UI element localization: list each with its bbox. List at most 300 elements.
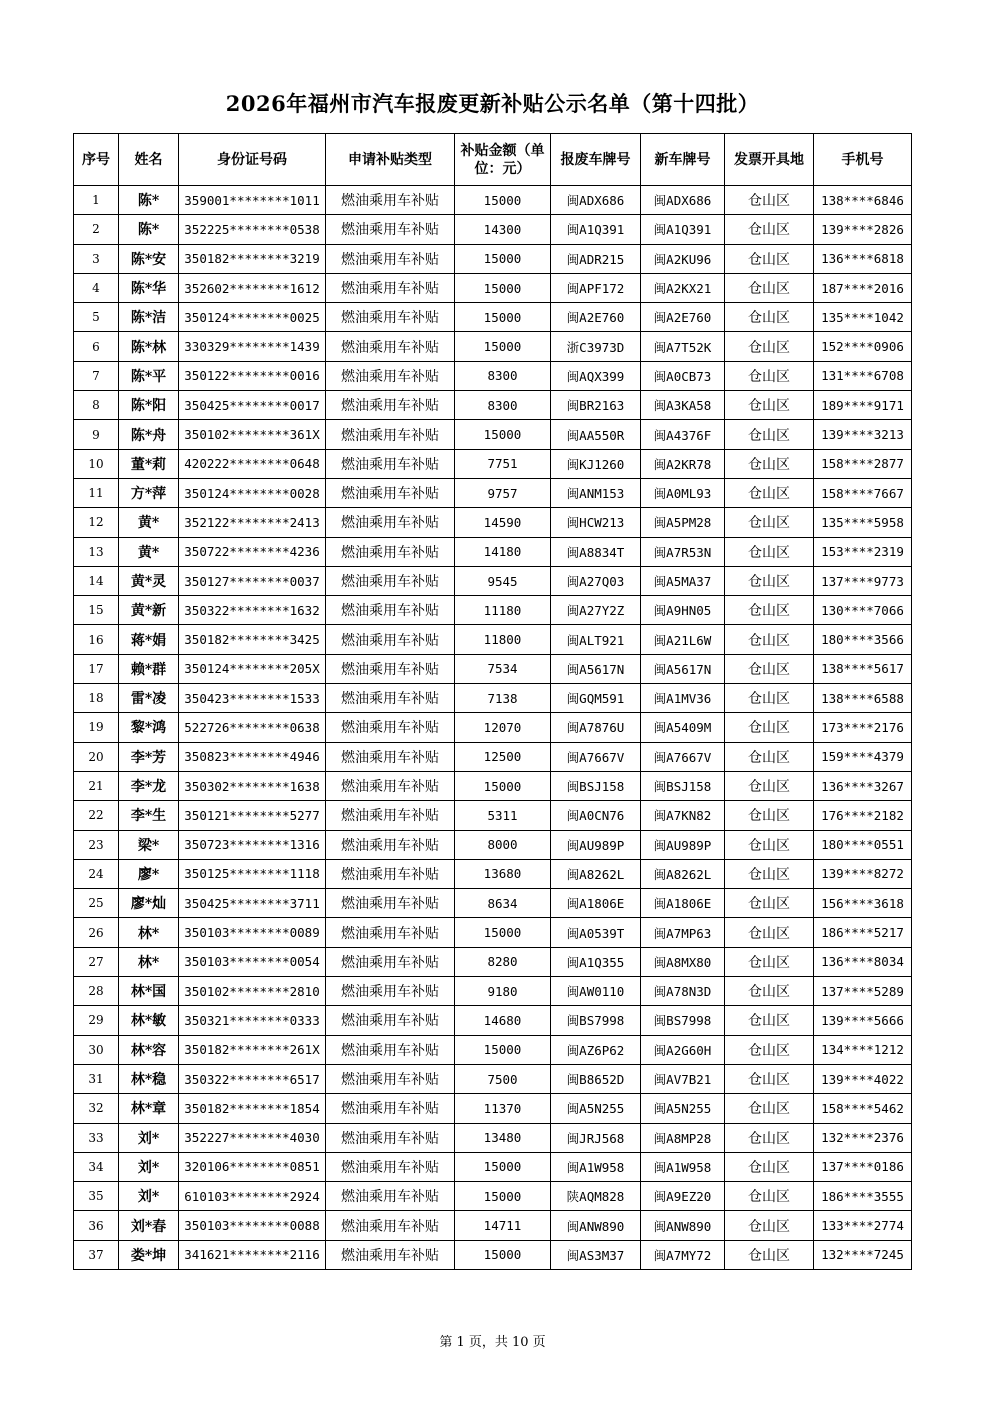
phone-cell: 158****2877 [814,449,912,478]
table-row [74,303,912,332]
table-row [74,1064,912,1093]
district-cell: 仓山区 [725,273,814,302]
district-cell: 仓山区 [725,977,814,1006]
new-plate-cell: 闽A8MX80 [641,947,725,976]
id-cell: 359001********1011 [179,186,326,215]
amount-cell: 9545 [455,566,551,595]
district-cell: 仓山区 [725,1152,814,1181]
type-cell: 燃油乘用车补贴 [326,273,455,302]
new-plate-cell: 闽A5MA37 [641,566,725,595]
name-cell: 林*稳 [119,1064,179,1093]
phone-cell: 138****6588 [814,684,912,713]
type-cell: 燃油乘用车补贴 [326,947,455,976]
amount-cell: 14180 [455,537,551,566]
district-cell: 仓山区 [725,801,814,830]
amount-cell: 8300 [455,391,551,420]
phone-cell: 136****3267 [814,771,912,800]
seq-cell: 15 [74,596,119,625]
old-plate-cell: 闽HCW213 [551,508,641,537]
old-plate-cell: 闽B8652D [551,1064,641,1093]
old-plate-cell: 闽APF172 [551,273,641,302]
district-cell: 仓山区 [725,859,814,888]
name-cell: 赖*群 [119,654,179,683]
old-plate-cell: 闽A27Q03 [551,566,641,595]
amount-cell: 13680 [455,859,551,888]
new-plate-cell: 闽A1W958 [641,1152,725,1181]
name-cell: 方*萍 [119,478,179,507]
name-cell: 陈*华 [119,273,179,302]
type-cell: 燃油乘用车补贴 [326,625,455,654]
id-cell: 350124********205X [179,654,326,683]
phone-cell: 138****5617 [814,654,912,683]
type-cell: 燃油乘用车补贴 [326,1035,455,1064]
table-row [74,977,912,1006]
phone-cell: 135****5958 [814,508,912,537]
type-cell: 燃油乘用车补贴 [326,918,455,947]
type-cell: 燃油乘用车补贴 [326,1211,455,1240]
amount-cell: 12070 [455,713,551,742]
type-cell: 燃油乘用车补贴 [326,449,455,478]
seq-cell: 28 [74,977,119,1006]
table-row [74,1035,912,1064]
amount-cell: 8300 [455,361,551,390]
phone-cell: 186****3555 [814,1182,912,1211]
amount-cell: 11800 [455,625,551,654]
new-plate-cell: 闽A21L6W [641,625,725,654]
table-row [74,449,912,478]
id-cell: 350321********0333 [179,1006,326,1035]
table-row [74,859,912,888]
type-cell: 燃油乘用车补贴 [326,332,455,361]
name-cell: 黄* [119,508,179,537]
seq-cell: 25 [74,889,119,918]
id-cell: 350102********361X [179,420,326,449]
seq-cell: 36 [74,1211,119,1240]
old-plate-cell: 闽BSJ158 [551,771,641,800]
id-cell: 350722********4236 [179,537,326,566]
seq-cell: 23 [74,830,119,859]
old-plate-cell: 浙C3973D [551,332,641,361]
phone-cell: 139****8272 [814,859,912,888]
seq-cell: 35 [74,1182,119,1211]
district-cell: 仓山区 [725,889,814,918]
name-cell: 陈*洁 [119,303,179,332]
id-cell: 350322********1632 [179,596,326,625]
old-plate-cell: 闽A1W958 [551,1152,641,1181]
type-cell: 燃油乘用车补贴 [326,508,455,537]
id-cell: 352122********2413 [179,508,326,537]
table-row [74,361,912,390]
district-cell: 仓山区 [725,215,814,244]
table-row [74,889,912,918]
name-cell: 黄*新 [119,596,179,625]
district-cell: 仓山区 [725,1035,814,1064]
old-plate-cell: 闽ADR215 [551,244,641,273]
amount-cell: 15000 [455,1240,551,1269]
old-plate-cell: 闽A2E760 [551,303,641,332]
name-cell: 娄*坤 [119,1240,179,1269]
name-cell: 陈*阳 [119,391,179,420]
table-row [74,801,912,830]
header-phone: 手机号 [814,134,912,186]
table-row [74,830,912,859]
seq-cell: 24 [74,859,119,888]
type-cell: 燃油乘用车补贴 [326,1240,455,1269]
id-cell: 350423********1533 [179,684,326,713]
id-cell: 350102********2810 [179,977,326,1006]
name-cell: 雷*凌 [119,684,179,713]
id-cell: 350302********1638 [179,771,326,800]
id-cell: 350425********3711 [179,889,326,918]
seq-cell: 26 [74,918,119,947]
id-cell: 350182********1854 [179,1094,326,1123]
id-cell: 350103********0089 [179,918,326,947]
type-cell: 燃油乘用车补贴 [326,859,455,888]
table-row [74,1006,912,1035]
amount-cell: 8634 [455,889,551,918]
new-plate-cell: 闽A7MP63 [641,918,725,947]
id-cell: 320106********0851 [179,1152,326,1181]
name-cell: 李*芳 [119,742,179,771]
old-plate-cell: 闽AU989P [551,830,641,859]
table-row [74,420,912,449]
table-row [74,742,912,771]
id-cell: 350124********0025 [179,303,326,332]
type-cell: 燃油乘用车补贴 [326,1182,455,1211]
header-amount: 补贴金额（单位：元） [455,134,551,186]
new-plate-cell: 闽AU989P [641,830,725,859]
id-cell: 350103********0088 [179,1211,326,1240]
type-cell: 燃油乘用车补贴 [326,537,455,566]
seq-cell: 30 [74,1035,119,1064]
name-cell: 陈*林 [119,332,179,361]
table-row [74,537,912,566]
table-row [74,1240,912,1269]
type-cell: 燃油乘用车补贴 [326,801,455,830]
amount-cell: 15000 [455,1035,551,1064]
amount-cell: 12500 [455,742,551,771]
type-cell: 燃油乘用车补贴 [326,830,455,859]
amount-cell: 9757 [455,478,551,507]
id-cell: 350122********0016 [179,361,326,390]
table-row [74,918,912,947]
id-cell: 350125********1118 [179,859,326,888]
seq-cell: 21 [74,771,119,800]
name-cell: 林*国 [119,977,179,1006]
seq-cell: 33 [74,1123,119,1152]
old-plate-cell: 闽AA550R [551,420,641,449]
phone-cell: 187****2016 [814,273,912,302]
type-cell: 燃油乘用车补贴 [326,1123,455,1152]
district-cell: 仓山区 [725,186,814,215]
phone-cell: 189****9171 [814,391,912,420]
district-cell: 仓山区 [725,303,814,332]
phone-cell: 139****3213 [814,420,912,449]
table-row [74,1182,912,1211]
old-plate-cell: 闽BR2163 [551,391,641,420]
amount-cell: 15000 [455,1182,551,1211]
type-cell: 燃油乘用车补贴 [326,478,455,507]
id-cell: 352227********4030 [179,1123,326,1152]
amount-cell: 15000 [455,186,551,215]
phone-cell: 137****5289 [814,977,912,1006]
old-plate-cell: 闽A1806E [551,889,641,918]
district-cell: 仓山区 [725,449,814,478]
district-cell: 仓山区 [725,1240,814,1269]
new-plate-cell: 闽A1806E [641,889,725,918]
subsidy-table [73,133,912,1270]
id-cell: 341621********2116 [179,1240,326,1269]
old-plate-cell: 闽AS3M37 [551,1240,641,1269]
table-row [74,215,912,244]
name-cell: 陈* [119,215,179,244]
new-plate-cell: 闽A5617N [641,654,725,683]
table-row [74,1123,912,1152]
table-row [74,684,912,713]
type-cell: 燃油乘用车补贴 [326,977,455,1006]
old-plate-cell: 闽A7667V [551,742,641,771]
phone-cell: 139****4022 [814,1064,912,1093]
type-cell: 燃油乘用车补贴 [326,361,455,390]
table-row [74,1094,912,1123]
seq-cell: 12 [74,508,119,537]
header-name: 姓名 [119,134,179,186]
district-cell: 仓山区 [725,947,814,976]
header-old-plate: 报废车牌号 [551,134,641,186]
seq-cell: 3 [74,244,119,273]
seq-cell: 1 [74,186,119,215]
seq-cell: 34 [74,1152,119,1181]
new-plate-cell: 闽A78N3D [641,977,725,1006]
name-cell: 梁* [119,830,179,859]
amount-cell: 14300 [455,215,551,244]
old-plate-cell: 闽AW0110 [551,977,641,1006]
seq-cell: 22 [74,801,119,830]
old-plate-cell: 闽KJ1260 [551,449,641,478]
phone-cell: 159****4379 [814,742,912,771]
new-plate-cell: 闽A1Q391 [641,215,725,244]
district-cell: 仓山区 [725,1006,814,1035]
id-cell: 350124********0028 [179,478,326,507]
id-cell: 350121********5277 [179,801,326,830]
old-plate-cell: 闽ANM153 [551,478,641,507]
district-cell: 仓山区 [725,771,814,800]
new-plate-cell: 闽A7667V [641,742,725,771]
phone-cell: 186****5217 [814,918,912,947]
old-plate-cell: 闽AZ6P62 [551,1035,641,1064]
new-plate-cell: 闽A1MV36 [641,684,725,713]
amount-cell: 15000 [455,332,551,361]
new-plate-cell: 闽A9EZ20 [641,1182,725,1211]
new-plate-cell: 闽A2KU96 [641,244,725,273]
table-row [74,1211,912,1240]
old-plate-cell: 闽A7876U [551,713,641,742]
phone-cell: 180****3566 [814,625,912,654]
table-body [74,186,912,1270]
table-row [74,654,912,683]
district-cell: 仓山区 [725,420,814,449]
phone-cell: 134****1212 [814,1035,912,1064]
seq-cell: 8 [74,391,119,420]
amount-cell: 15000 [455,918,551,947]
old-plate-cell: 闽A0CN76 [551,801,641,830]
seq-cell: 20 [74,742,119,771]
amount-cell: 15000 [455,244,551,273]
type-cell: 燃油乘用车补贴 [326,1094,455,1123]
phone-cell: 136****8034 [814,947,912,976]
phone-cell: 153****2319 [814,537,912,566]
name-cell: 刘*春 [119,1211,179,1240]
type-cell: 燃油乘用车补贴 [326,742,455,771]
new-plate-cell: 闽A5PM28 [641,508,725,537]
new-plate-cell: 闽A4376F [641,420,725,449]
seq-cell: 7 [74,361,119,390]
district-cell: 仓山区 [725,244,814,273]
table-row [74,478,912,507]
old-plate-cell: 闽AQX399 [551,361,641,390]
id-cell: 350182********3425 [179,625,326,654]
id-cell: 350322********6517 [179,1064,326,1093]
seq-cell: 9 [74,420,119,449]
id-cell: 350823********4946 [179,742,326,771]
phone-cell: 173****2176 [814,713,912,742]
id-cell: 610103********2924 [179,1182,326,1211]
name-cell: 蒋*娟 [119,625,179,654]
amount-cell: 15000 [455,303,551,332]
id-cell: 330329********1439 [179,332,326,361]
phone-cell: 176****2182 [814,801,912,830]
seq-cell: 32 [74,1094,119,1123]
new-plate-cell: 闽A5N255 [641,1094,725,1123]
name-cell: 廖* [119,859,179,888]
name-cell: 陈*安 [119,244,179,273]
page-footer: 第 1 页，共 10 页 [439,1335,546,1350]
name-cell: 陈*平 [119,361,179,390]
phone-cell: 139****2826 [814,215,912,244]
table-row [74,596,912,625]
district-cell: 仓山区 [725,508,814,537]
table-row [74,947,912,976]
new-plate-cell: 闽A0CB73 [641,361,725,390]
phone-cell: 132****2376 [814,1123,912,1152]
district-cell: 仓山区 [725,537,814,566]
old-plate-cell: 闽A1Q355 [551,947,641,976]
new-plate-cell: 闽A2KR78 [641,449,725,478]
type-cell: 燃油乘用车补贴 [326,654,455,683]
seq-cell: 27 [74,947,119,976]
district-cell: 仓山区 [725,1211,814,1240]
amount-cell: 15000 [455,273,551,302]
old-plate-cell: 闽JRJ568 [551,1123,641,1152]
name-cell: 林*章 [119,1094,179,1123]
table-row [74,625,912,654]
amount-cell: 14590 [455,508,551,537]
old-plate-cell: 陕AQM828 [551,1182,641,1211]
new-plate-cell: 闽A7T52K [641,332,725,361]
amount-cell: 15000 [455,1152,551,1181]
new-plate-cell: 闽BSJ158 [641,771,725,800]
amount-cell: 7138 [455,684,551,713]
district-cell: 仓山区 [725,625,814,654]
district-cell: 仓山区 [725,684,814,713]
type-cell: 燃油乘用车补贴 [326,889,455,918]
name-cell: 刘* [119,1182,179,1211]
new-plate-cell: 闽A2E760 [641,303,725,332]
id-cell: 352602********1612 [179,273,326,302]
table-row [74,273,912,302]
type-cell: 燃油乘用车补贴 [326,1064,455,1093]
old-plate-cell: 闽ALT921 [551,625,641,654]
table-row [74,508,912,537]
name-cell: 董*莉 [119,449,179,478]
seq-cell: 29 [74,1006,119,1035]
district-cell: 仓山区 [725,1094,814,1123]
phone-cell: 158****5462 [814,1094,912,1123]
type-cell: 燃油乘用车补贴 [326,1152,455,1181]
header-district: 发票开具地 [725,134,814,186]
new-plate-cell: 闽ANW890 [641,1211,725,1240]
old-plate-cell: 闽GQM591 [551,684,641,713]
seq-cell: 4 [74,273,119,302]
district-cell: 仓山区 [725,596,814,625]
new-plate-cell: 闽A9HN05 [641,596,725,625]
type-cell: 燃油乘用车补贴 [326,684,455,713]
type-cell: 燃油乘用车补贴 [326,215,455,244]
old-plate-cell: 闽A0539T [551,918,641,947]
name-cell: 林*容 [119,1035,179,1064]
id-cell: 350182********261X [179,1035,326,1064]
phone-cell: 136****6818 [814,244,912,273]
name-cell: 黄* [119,537,179,566]
amount-cell: 7534 [455,654,551,683]
type-cell: 燃油乘用车补贴 [326,391,455,420]
new-plate-cell: 闽A7R53N [641,537,725,566]
name-cell: 黄*灵 [119,566,179,595]
name-cell: 廖*灿 [119,889,179,918]
table-row [74,566,912,595]
type-cell: 燃油乘用车补贴 [326,186,455,215]
old-plate-cell: 闽ADX686 [551,186,641,215]
type-cell: 燃油乘用车补贴 [326,566,455,595]
name-cell: 林*敏 [119,1006,179,1035]
seq-cell: 16 [74,625,119,654]
table-row [74,771,912,800]
phone-cell: 152****0906 [814,332,912,361]
seq-cell: 2 [74,215,119,244]
new-plate-cell: 闽A8MP28 [641,1123,725,1152]
district-cell: 仓山区 [725,830,814,859]
amount-cell: 8000 [455,830,551,859]
table-row [74,1152,912,1181]
amount-cell: 7500 [455,1064,551,1093]
new-plate-cell: 闽A5409M [641,713,725,742]
new-plate-cell: 闽A3KA58 [641,391,725,420]
seq-cell: 37 [74,1240,119,1269]
amount-cell: 15000 [455,420,551,449]
old-plate-cell: 闽A27Y2Z [551,596,641,625]
amount-cell: 11180 [455,596,551,625]
id-cell: 522726********0638 [179,713,326,742]
amount-cell: 14680 [455,1006,551,1035]
id-cell: 352225********0538 [179,215,326,244]
amount-cell: 14711 [455,1211,551,1240]
name-cell: 林* [119,947,179,976]
id-cell: 350103********0054 [179,947,326,976]
type-cell: 燃油乘用车补贴 [326,303,455,332]
district-cell: 仓山区 [725,742,814,771]
district-cell: 仓山区 [725,332,814,361]
new-plate-cell: 闽BS7998 [641,1006,725,1035]
